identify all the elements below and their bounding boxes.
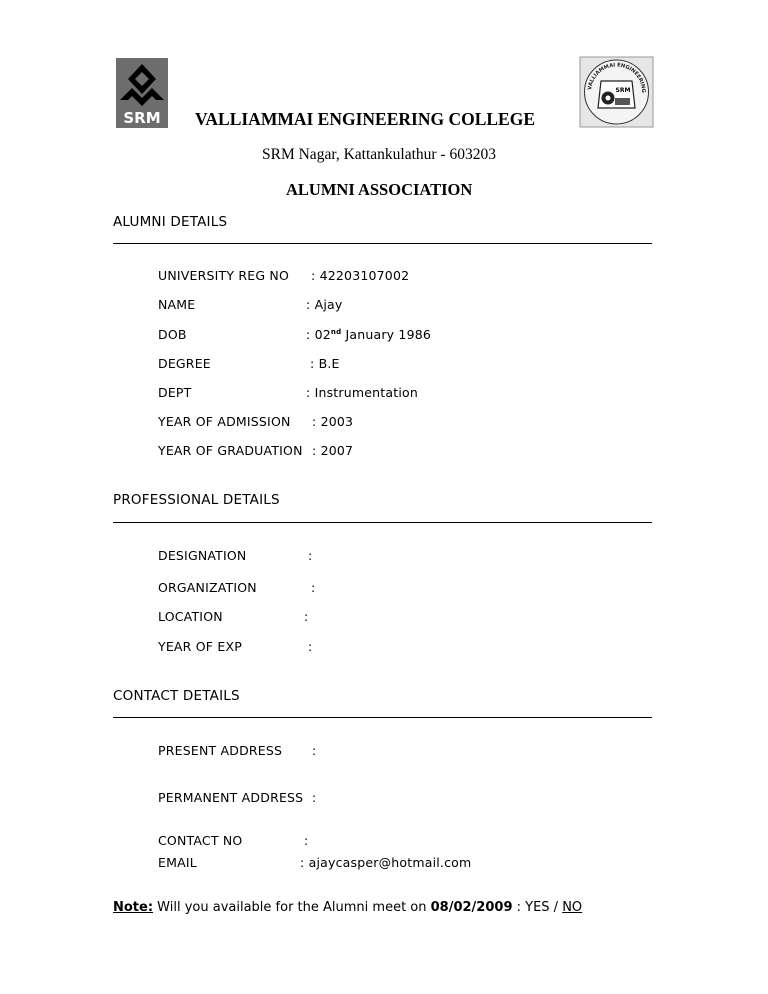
contact-details-heading: CONTACT DETAILS [113,688,240,704]
name-value: : Ajay [306,297,343,312]
college-address: SRM Nagar, Kattankulathur - 603203 [262,146,496,163]
contact-no-colon: : [304,833,309,848]
permanent-address-label: PERMANENT ADDRESS [158,790,304,805]
organization-label: ORGANIZATION [158,580,257,595]
dept-label: DEPT [158,385,192,400]
exp-colon: : [308,639,313,654]
email-label: EMAIL [158,855,197,870]
srm-logo [112,58,172,128]
name-label: NAME [158,297,196,312]
designation-label: DESIGNATION [158,548,247,563]
present-address-label: PRESENT ADDRESS [158,743,283,758]
dept-value: : Instrumentation [306,385,418,400]
reg-no-label: UNIVERSITY REG NO [158,268,290,283]
location-label: LOCATION [158,609,223,624]
section-divider [113,522,652,523]
college-name: VALLIAMMAI ENGINEERING COLLEGE [195,109,536,129]
alumni-details-heading: ALUMNI DETAILS [113,214,228,230]
graduation-label: YEAR OF GRADUATION [158,443,303,458]
admission-value: : 2003 [312,414,354,429]
permanent-address-colon: : [312,790,317,805]
location-colon: : [304,609,309,624]
seal-inner-text: SRM [615,87,631,94]
note-line [113,900,582,915]
dob-label: DOB [158,327,187,342]
seal-ring-text: VALLIAMMAI ENGINEERING [587,62,647,94]
college-seal [579,56,654,128]
present-address-colon: : [312,743,317,758]
admission-label: YEAR OF ADMISSION [158,414,291,429]
reg-no-value: : 42203107002 [311,268,410,283]
note-text: Will you available for the Alumni meet on [153,900,431,915]
college-seal-icon [579,56,654,128]
section-divider [113,717,652,718]
note-options: : YES / [512,900,563,915]
dob-value: : 02nd January 1986 [306,327,432,342]
organization-colon: : [311,580,316,595]
srm-logo-text: SRM [123,109,161,127]
degree-label: DEGREE [158,356,211,371]
email-value: : ajaycasper@hotmail.com [300,855,472,870]
graduation-value: : 2007 [312,443,354,458]
professional-details-heading: PROFESSIONAL DETAILS [113,492,280,508]
section-divider [113,243,652,244]
note-label: Note: [113,900,154,915]
degree-value: : B.E [310,356,340,371]
designation-colon: : [308,548,313,563]
srm-logo-icon [112,58,172,128]
exp-label: YEAR OF EXP [158,639,242,654]
no-option: NO [562,900,583,915]
contact-no-label: CONTACT NO [158,833,243,848]
meet-date: 08/02/2009 [430,900,513,915]
association-title: ALUMNI ASSOCIATION [286,180,473,199]
